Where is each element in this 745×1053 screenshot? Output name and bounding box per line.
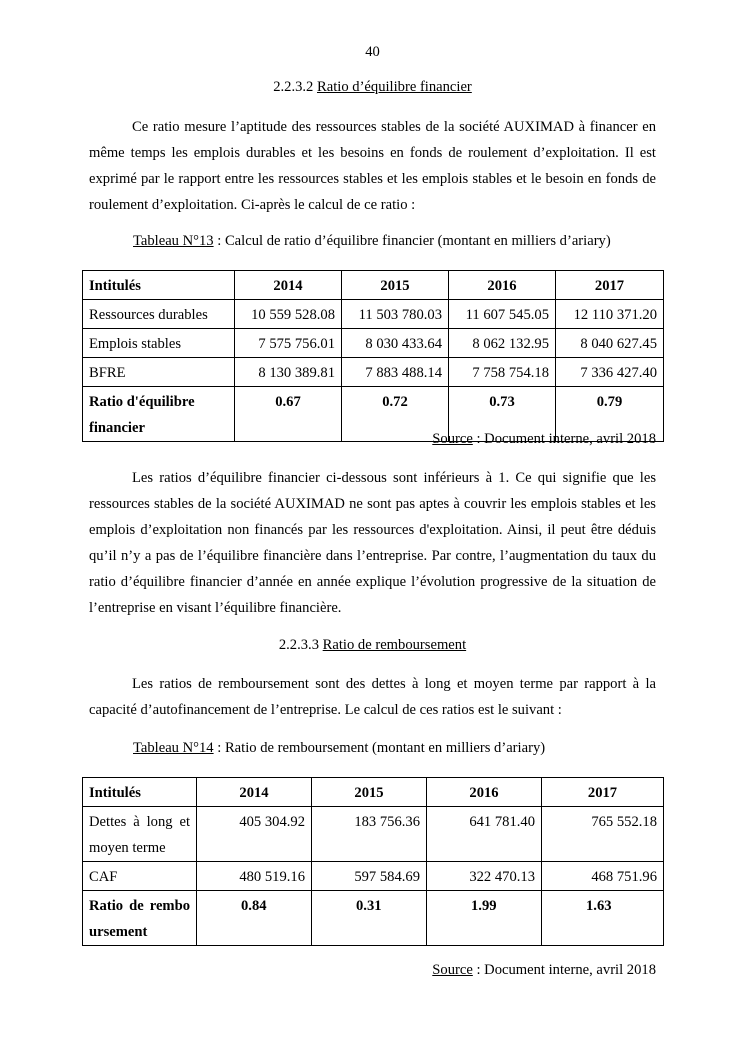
table-cell: 0.79 <box>556 387 664 442</box>
table-cell: 7 758 754.18 <box>449 358 556 387</box>
table-row <box>83 329 664 358</box>
table-cell: 183 756.36 <box>312 807 427 862</box>
table-row-ratio <box>83 891 664 946</box>
page-number: 40 <box>365 44 380 60</box>
table-cell: 0.72 <box>342 387 449 442</box>
header-cell: 2017 <box>542 778 664 807</box>
table-cell: 0.31 <box>312 891 427 946</box>
row-label: Ressources durables <box>83 300 235 329</box>
header-cell: 2014 <box>235 271 342 300</box>
row-label: BFRE <box>83 358 235 387</box>
table-cell: 7 883 488.14 <box>342 358 449 387</box>
header-cell: 2017 <box>556 271 664 300</box>
table-cell: 11 503 780.03 <box>342 300 449 329</box>
table-cell: 322 470.13 <box>427 862 542 891</box>
table-cell: 405 304.92 <box>197 807 312 862</box>
table-row <box>83 807 664 862</box>
table-cell: 0.84 <box>197 891 312 946</box>
table-row <box>83 300 664 329</box>
table-cell: 8 130 389.81 <box>235 358 342 387</box>
table-cell: 7 575 756.01 <box>235 329 342 358</box>
table-row <box>83 358 664 387</box>
header-cell: 2014 <box>197 778 312 807</box>
table-cell: 12 110 371.20 <box>556 300 664 329</box>
table-cell: 480 519.16 <box>197 862 312 891</box>
table-source-13: Source : Document interne, avril 2018 <box>432 431 656 447</box>
table-caption-14: Tableau N°14 : Ratio de remboursement (montant en milliers d’ariary) <box>133 740 546 756</box>
table-ratio-remboursement <box>82 777 664 946</box>
table-cell: 765 552.18 <box>542 807 664 862</box>
header-cell: 2016 <box>449 271 556 300</box>
header-cell: 2016 <box>427 778 542 807</box>
header-cell: 2015 <box>342 271 449 300</box>
table-header-row <box>83 271 664 300</box>
table-cell: 0.67 <box>235 387 342 442</box>
table-header-row <box>83 778 664 807</box>
row-label: Emplois stables <box>83 329 235 358</box>
table-cell: 8 040 627.45 <box>556 329 664 358</box>
table-cell: 597 584.69 <box>312 862 427 891</box>
row-label: CAF <box>83 862 197 891</box>
header-cell: Intitulés <box>83 778 197 807</box>
intro-paragraph-remboursement: Les ratios de remboursement sont des dettes à long et moyen terme par rapport à la capacité d’autofinancement de l’entreprise. Le calcul de ces ratios est le suivant : <box>89 676 656 718</box>
table-caption-13: Tableau N°13 : Calcul de ratio d’équilibre financier (montant en milliers d’ariary) <box>133 233 611 249</box>
header-cell: Intitulés <box>83 271 235 300</box>
section-title: Ratio de remboursement <box>322 637 467 653</box>
row-label: Ratio de remboursement <box>83 891 197 946</box>
table-cell: 7 336 427.40 <box>556 358 664 387</box>
table-equilibre-financier <box>82 270 664 442</box>
table-cell: 641 781.40 <box>427 807 542 862</box>
table-cell: 10 559 528.08 <box>235 300 342 329</box>
section-title: Ratio d’équilibre financier <box>317 79 472 95</box>
analysis-paragraph-equilibre: Les ratios d’équilibre financier ci-dessous sont inférieurs à 1. Ce qui signifie que les ressources stables de la société AUXIMAD ne sont pas aptes à couvrir les emplois stables et les emplois d’exploitation non financés par les ressources d'exploitation. Ainsi, il peut être déduis qu’il n’y a pas de l’équilibre financière dans l’entreprise. Par contre, l’augmentation du taux du ratio d’équilibre financier d’année en année explique l’évolution progressive de la situation de l’entreprise en visant l’équilibre financière. <box>89 470 656 616</box>
row-label: Ratio d'équilibre financier <box>83 387 235 442</box>
table-cell: 8 062 132.95 <box>449 329 556 358</box>
table-cell: 1.99 <box>427 891 542 946</box>
table-row <box>83 862 664 891</box>
table-cell: 8 030 433.64 <box>342 329 449 358</box>
intro-paragraph-equilibre: Ce ratio mesure l’aptitude des ressources stables de la société AUXIMAD à financer en même temps les emplois durables et les besoins en fonds de roulement d’exploitation. Il est exprimé par le rapport entre les ressources stables et les emplois stables et le besoin en fonds de roulement d’exploitation. Ci-après le calcul de ce ratio : <box>89 119 656 213</box>
table-cell: 468 751.96 <box>542 862 664 891</box>
header-cell: 2015 <box>312 778 427 807</box>
section-number: 2.2.3.2 <box>273 79 314 95</box>
section-heading-remboursement <box>0 637 745 654</box>
table-cell: 1.63 <box>542 891 664 946</box>
table-cell: 0.73 <box>449 387 556 442</box>
table-cell: 11 607 545.05 <box>449 300 556 329</box>
section-number: 2.2.3.3 <box>278 637 319 653</box>
section-heading-equilibre <box>0 79 745 96</box>
row-label: Dettes à long et moyen terme <box>83 807 197 862</box>
table-source-14: Source : Document interne, avril 2018 <box>432 962 656 978</box>
